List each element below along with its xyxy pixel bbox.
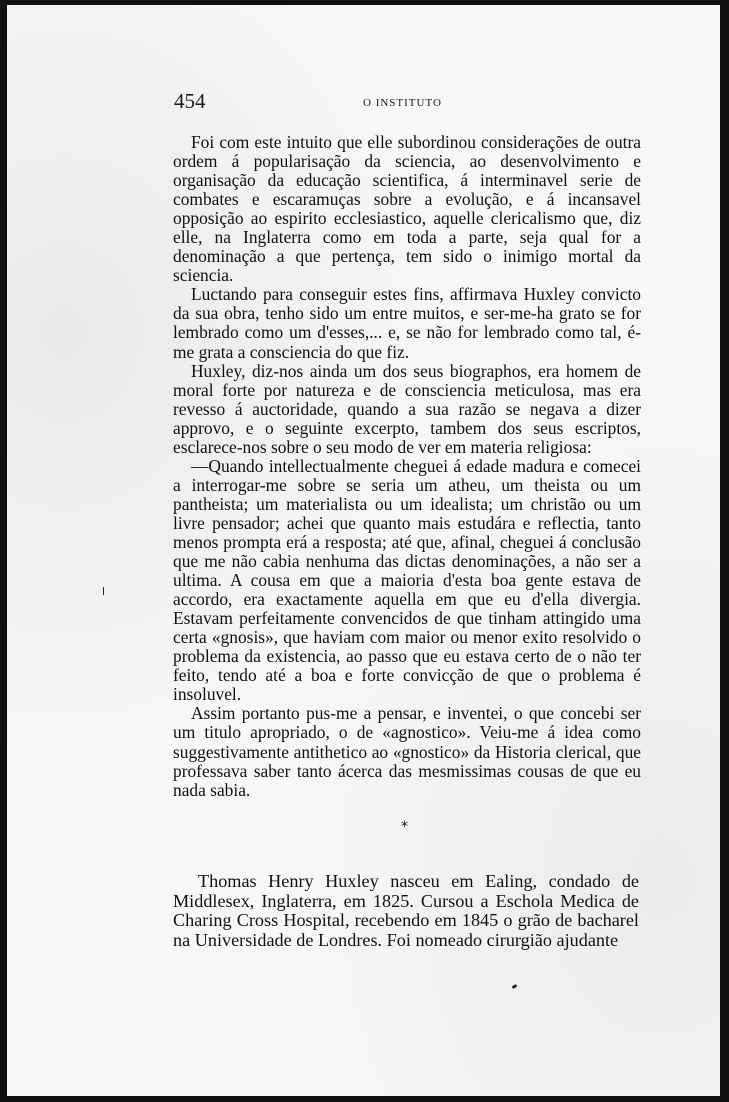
main-text bbox=[173, 133, 641, 800]
paragraph-4: —Quando intellectualmente cheguei á edade madura e comecei a interrogar-me sobre se seria um atheu, um theista ou um pantheista; um materialista ou um idealista; um christão ou um livre pensador; achei que quanto mais estudára e reflectia, tanto menos prompta erá a resposta; até que, afinal, cheguei á conclusão que me não cabia nenhuma das dictas denominações, a não ser a ultima. A cousa em que a maioria d'esta boa gente estava de accordo, era exactamente aquella em que eu d'ella divergia. Estavam perfeitamente convencidos de que tinham attingido uma certa «gnosis», que haviam com maior ou menor exito resolvido o problema da existencia, ao passo que eu estava certo de o não ter feito, tendo até a boa e forte convicção de que o problema é insoluvel. bbox=[173, 455, 641, 705]
ink-speck bbox=[512, 984, 518, 989]
paragraph-3: Huxley, diz-nos ainda um dos seus biographos, era homem de moral forte por natureza e de consciencia meticulosa, mas era revesso á auctoridade, quando a sua razão se negava a dizer approvo, e o seguinte excerpto, tambem dos seus escriptos, esclarece-nos sobre o seu modo de ver em materia religiosa: bbox=[173, 360, 641, 457]
biography-paragraph: Thomas Henry Huxley nasceu em Ealing, condado de Middlesex, Inglaterra, em 1825. Cursou a Eschola Medica de Charing Cross Hospital, recebendo em 1845 o grão de bacharel na Universidade de Londres. Foi nomeado cirurgião ajudante bbox=[173, 871, 639, 950]
running-title: O INSTITUTO bbox=[363, 97, 442, 109]
section-separator: * bbox=[401, 819, 408, 835]
paragraph-2: Luctando para conseguir estes fins, affirmava Huxley convicto da sua obra, tenho sido um entre muitos, e ser-me-ha grato se for lembrado como um d'esses,... e, se não for lembrado como tal, é-me grata a consciencia do que fiz. bbox=[173, 284, 641, 362]
paragraph-1: Foi com este intuito que elle subordinou considerações de outra ordem á popularisação da sciencia, ao desenvolvimento e organisação da educação scientifica, á interminavel serie de combates e escaramuças sobre a evolução, e á incansavel opposição ao espirito ecclesiastico, aquelle clericalismo que, diz elle, na Inglaterra como em toda a parte, seja qual for a denominação a que pertença, tem sido o inimigo mortal da sciencia. bbox=[173, 132, 641, 286]
margin-mark bbox=[103, 587, 104, 595]
page-number: 454 bbox=[174, 89, 206, 113]
biography-text bbox=[173, 872, 639, 950]
paragraph-5: Assim portanto pus-me a pensar, e inventei, o que concebi ser um titulo apropriado, o de «agnostico». Veiu-me á idea como suggestivamente antithetico ao «gnostico» da Historia clerical, que professava saber tanto ácerca das mesmissimas cousas de que eu nada sabia. bbox=[173, 703, 641, 800]
